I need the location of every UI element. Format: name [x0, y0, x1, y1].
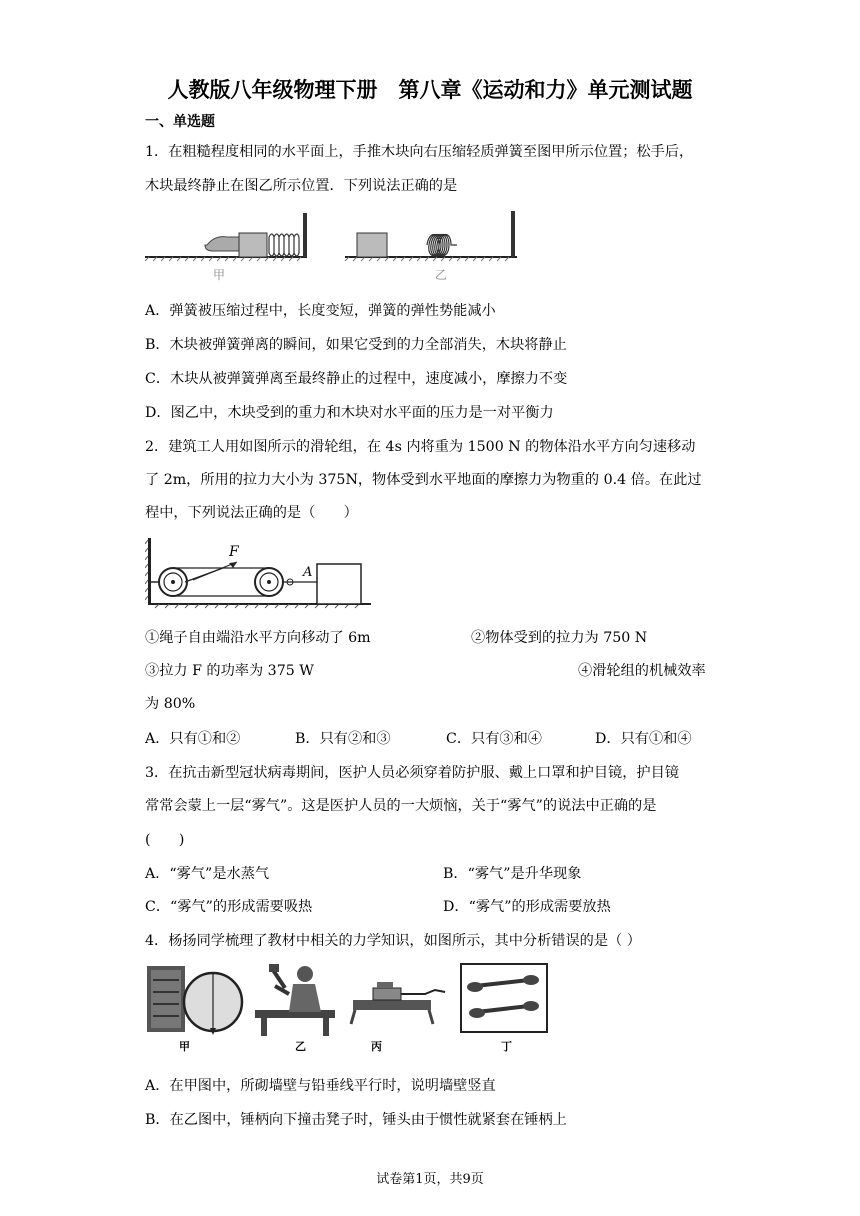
- q1-label-yi: 乙: [435, 268, 448, 282]
- q3-stem-line2: 常常会蒙上一层“雾气”。这是医护人员的一大烦恼，关于“雾气”的说法中正确的是: [145, 798, 657, 814]
- q3-option-b: B．“雾气”是升华现象: [443, 866, 582, 882]
- q2-stem-line2: 了 2m，所用的拉力大小为 375N，物体受到水平地面的摩擦力为物重的 0.4 倍。在此过: [145, 472, 702, 488]
- q1-option-d: D．图乙中，木块受到的重力和木块对水平面的压力是一对平衡力: [145, 405, 554, 421]
- q3-option-d: D．“雾气”的形成需要放热: [443, 899, 611, 915]
- q1-option-c: C．木块从被弹簧弹离至最终静止的过程中，速度减小，摩擦力不变: [145, 371, 568, 387]
- q2-statement-1: ①绳子自由端沿水平方向移动了 6m: [145, 630, 371, 646]
- q1-label-jia: 甲: [213, 268, 226, 282]
- q1-stem-line1: 1．在粗糙程度相同的水平面上，手推木块向右压缩轻质弹簧至图甲所示位置；松手后，: [145, 144, 694, 160]
- q2-statement-3: ③拉力 F 的功率为 375 W: [145, 663, 314, 679]
- q1-option-a: A．弹簧被压缩过程中，长度变短，弹簧的弹性势能减小: [145, 303, 496, 319]
- page-footer: 试卷第1页，共9页: [376, 1172, 484, 1187]
- q4-stem: 4．杨扬同学梳理了教材中相关的力学知识，如图所示，其中分析错误的是（ ）: [145, 933, 641, 949]
- q1-figure: [145, 207, 525, 287]
- q3-stem-line3: ( ): [145, 832, 185, 848]
- q2-statement-2: ②物体受到的拉力为 750 N: [471, 630, 648, 646]
- q4-figure-jia: [147, 966, 242, 1053]
- q1-option-b: B．木块被弹簧弹离的瞬间，如果它受到的力全部消失，木块将静止: [145, 337, 567, 353]
- q2-label-a: A: [303, 565, 313, 580]
- q4-figure-ding: [461, 964, 547, 1053]
- q2-stem-line1: 2．建筑工人用如图所示的滑轮组，在 4s 内将重为 1500 N 的物体沿水平方向匀速移动: [145, 439, 696, 455]
- q4-option-a: A．在甲图中，所砌墙壁与铅垂线平行时，说明墙壁竖直: [145, 1078, 496, 1094]
- q2-label-f: F: [229, 544, 239, 560]
- q4-label-yi: 乙: [295, 1040, 306, 1053]
- section-heading: 一、单选题: [145, 114, 215, 130]
- q2-statement-4: ④滑轮组的机械效率: [578, 663, 706, 679]
- q4-figure-bing: [351, 982, 445, 1053]
- q1-figure-yi: [345, 211, 517, 282]
- q2-option-a: A．只有①和②: [145, 731, 241, 747]
- q4-figure-yi: [255, 964, 335, 1053]
- q2-option-d: D．只有①和④: [595, 731, 692, 747]
- q2-figure: [145, 534, 375, 610]
- q3-option-a: A．“雾气”是水蒸气: [145, 866, 270, 882]
- q1-figure-jia: [145, 213, 307, 282]
- q3-stem-line1: 3．在抗击新型冠状病毒期间，医护人员必须穿着防护服、戴上口罩和护目镜，护目镜: [145, 765, 679, 781]
- page-title: 人教版八年级物理下册 第八章《运动和力》单元测试题: [167, 78, 693, 102]
- q2-option-b: B．只有②和③: [295, 731, 391, 747]
- q4-label-jia: 甲: [179, 1040, 190, 1053]
- q2-statement-4-cont: 为 80%: [145, 696, 196, 712]
- q4-option-b: B．在乙图中，锤柄向下撞击凳子时，锤头由于惯性就紧套在锤柄上: [145, 1112, 567, 1128]
- q4-figure: [145, 960, 555, 1056]
- q1-stem-line2: 木块最终静止在图乙所示位置．下列说法正确的是: [145, 178, 458, 194]
- q2-stem-line3: 程中，下列说法正确的是（ ）: [145, 505, 358, 521]
- q4-label-bing: 丙: [371, 1040, 382, 1053]
- q3-option-c: C．“雾气”的形成需要吸热: [145, 899, 313, 915]
- q4-label-ding: 丁: [501, 1040, 512, 1053]
- q2-option-c: C．只有③和④: [446, 731, 542, 747]
